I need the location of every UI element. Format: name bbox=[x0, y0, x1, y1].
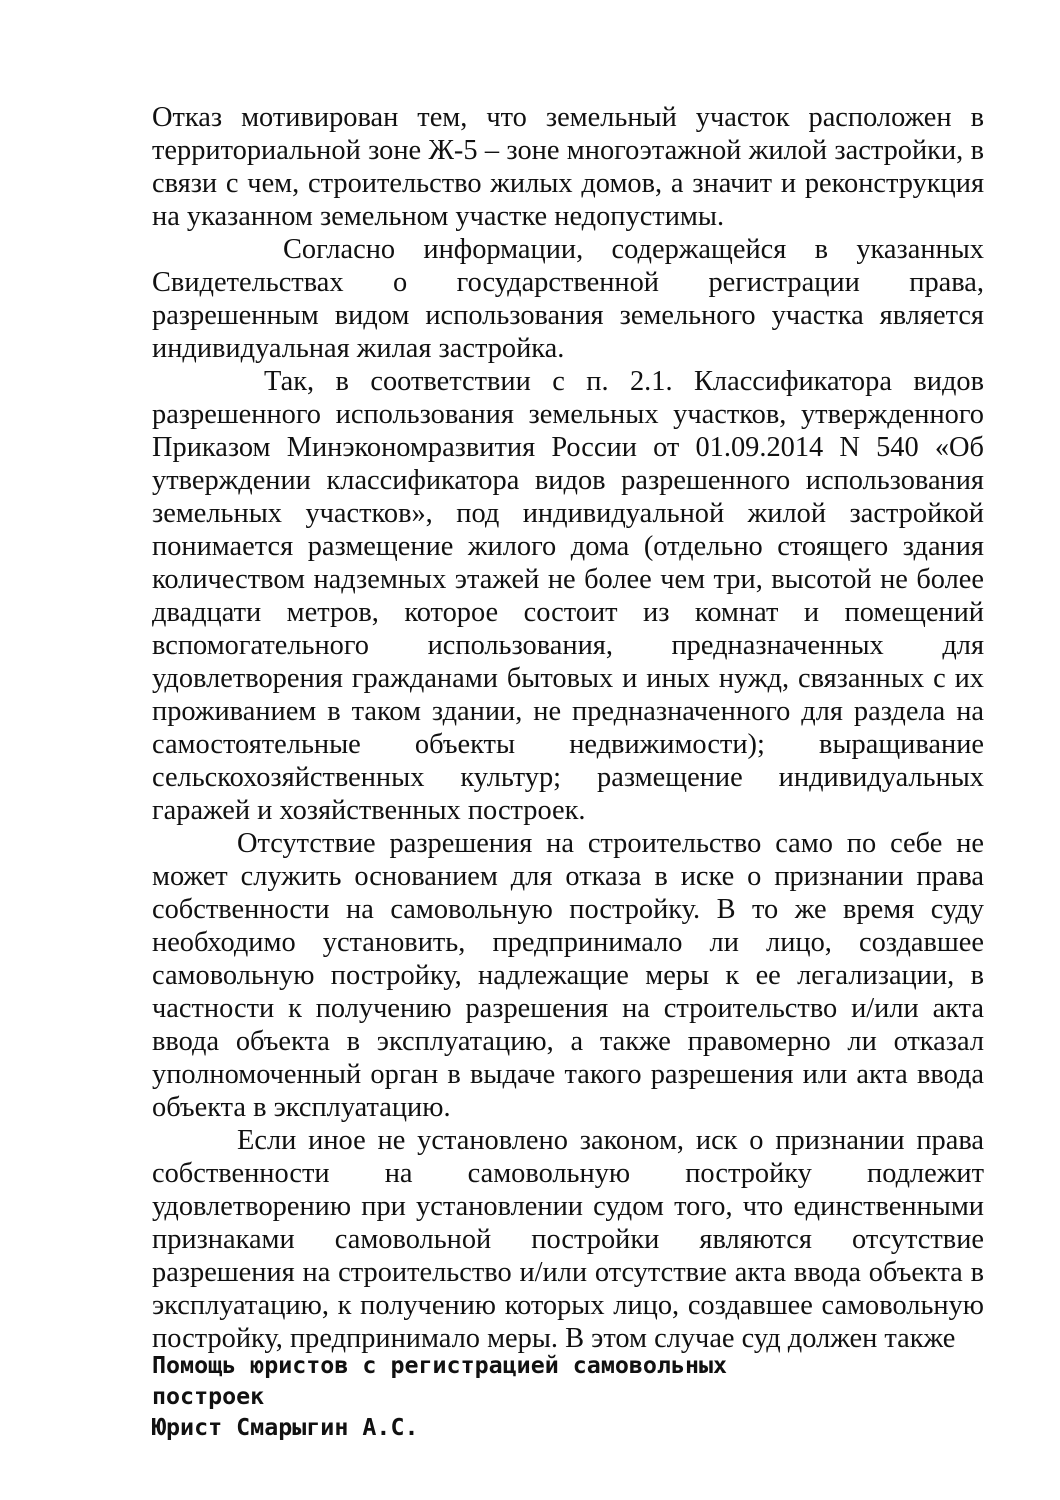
paragraph-certificates-info: Согласно информации, содержащейся в указанных Свидетельствах о государственной регистрации права, разрешенным видом использования земельного участка является индивидуальная жилая застройка. bbox=[152, 234, 984, 364]
footer-heading-line-continued: построек bbox=[152, 1383, 265, 1410]
footer-heading-line: Помощь юристов с регистрацией самовольных bbox=[152, 1352, 728, 1379]
paragraph-claim-satisfaction: Если иное не установлено законом, иск о признании права собственности на самовольную постройку подлежит удовлетворению при установлении судом того, что единственными признаками самовольной постройки являются отсутствие разрешения на строительство и/или отсутствие акта ввода объекта в эксплуатацию, к получению которых лицо, создавшее самовольную постройку, предпринимало меры. В этом случае суд должен также bbox=[152, 1125, 984, 1354]
paragraph-refusal-reason: Отказ мотивирован тем, что земельный участок расположен в территориальной зоне Ж-5 – зоне многоэтажной жилой застройки, в связи с чем, строительство жилых домов, а значит и реконструкция на указанном земельном участке недопустимы. bbox=[152, 102, 984, 232]
paragraph-classifier-definition: Так, в соответствии с п. 2.1. Классификатора видов разрешенного использования земельных участков, утвержденного Приказом Минэкономразвития России от 01.09.2014 N 540 «Об утверждении классификатора видов разрешенного использования земельных участков», под индивидуальной жилой застройкой понимается размещение жилого дома (отдельно стоящего здания количеством надземных этажей не более чем три, высотой не более двадцати метров, которое состоит из комнат и помещений вспомогательного использования, предназначенных для удовлетворения гражданами бытовых и иных нужд, связанных с их проживанием в таком здании, не предназначенного для раздела на самостоятельные объекты недвижимости); выращивание сельскохозяйственных культур; размещение индивидуальных гаражей и хозяйственных построек. bbox=[152, 366, 984, 826]
paragraph-no-permit: Отсутствие разрешения на строительство само по себе не может служить основанием для отказа в иске о признании права собственности на самовольную постройку. В то же время суду необходимо установить, предпринимало ли лицо, создавшее самовольную постройку, надлежащие меры к ее легализации, в частности к получению разрешения на строительство и/или акта ввода объекта в эксплуатацию, а также правомерно ли отказал уполномоченный орган в выдаче такого разрешения или акта ввода объекта в эксплуатацию. bbox=[152, 828, 984, 1123]
document-body bbox=[152, 101, 984, 1355]
footer-signature bbox=[152, 1350, 992, 1443]
footer-author: Юрист Смарыгин А.С. bbox=[152, 1414, 419, 1441]
